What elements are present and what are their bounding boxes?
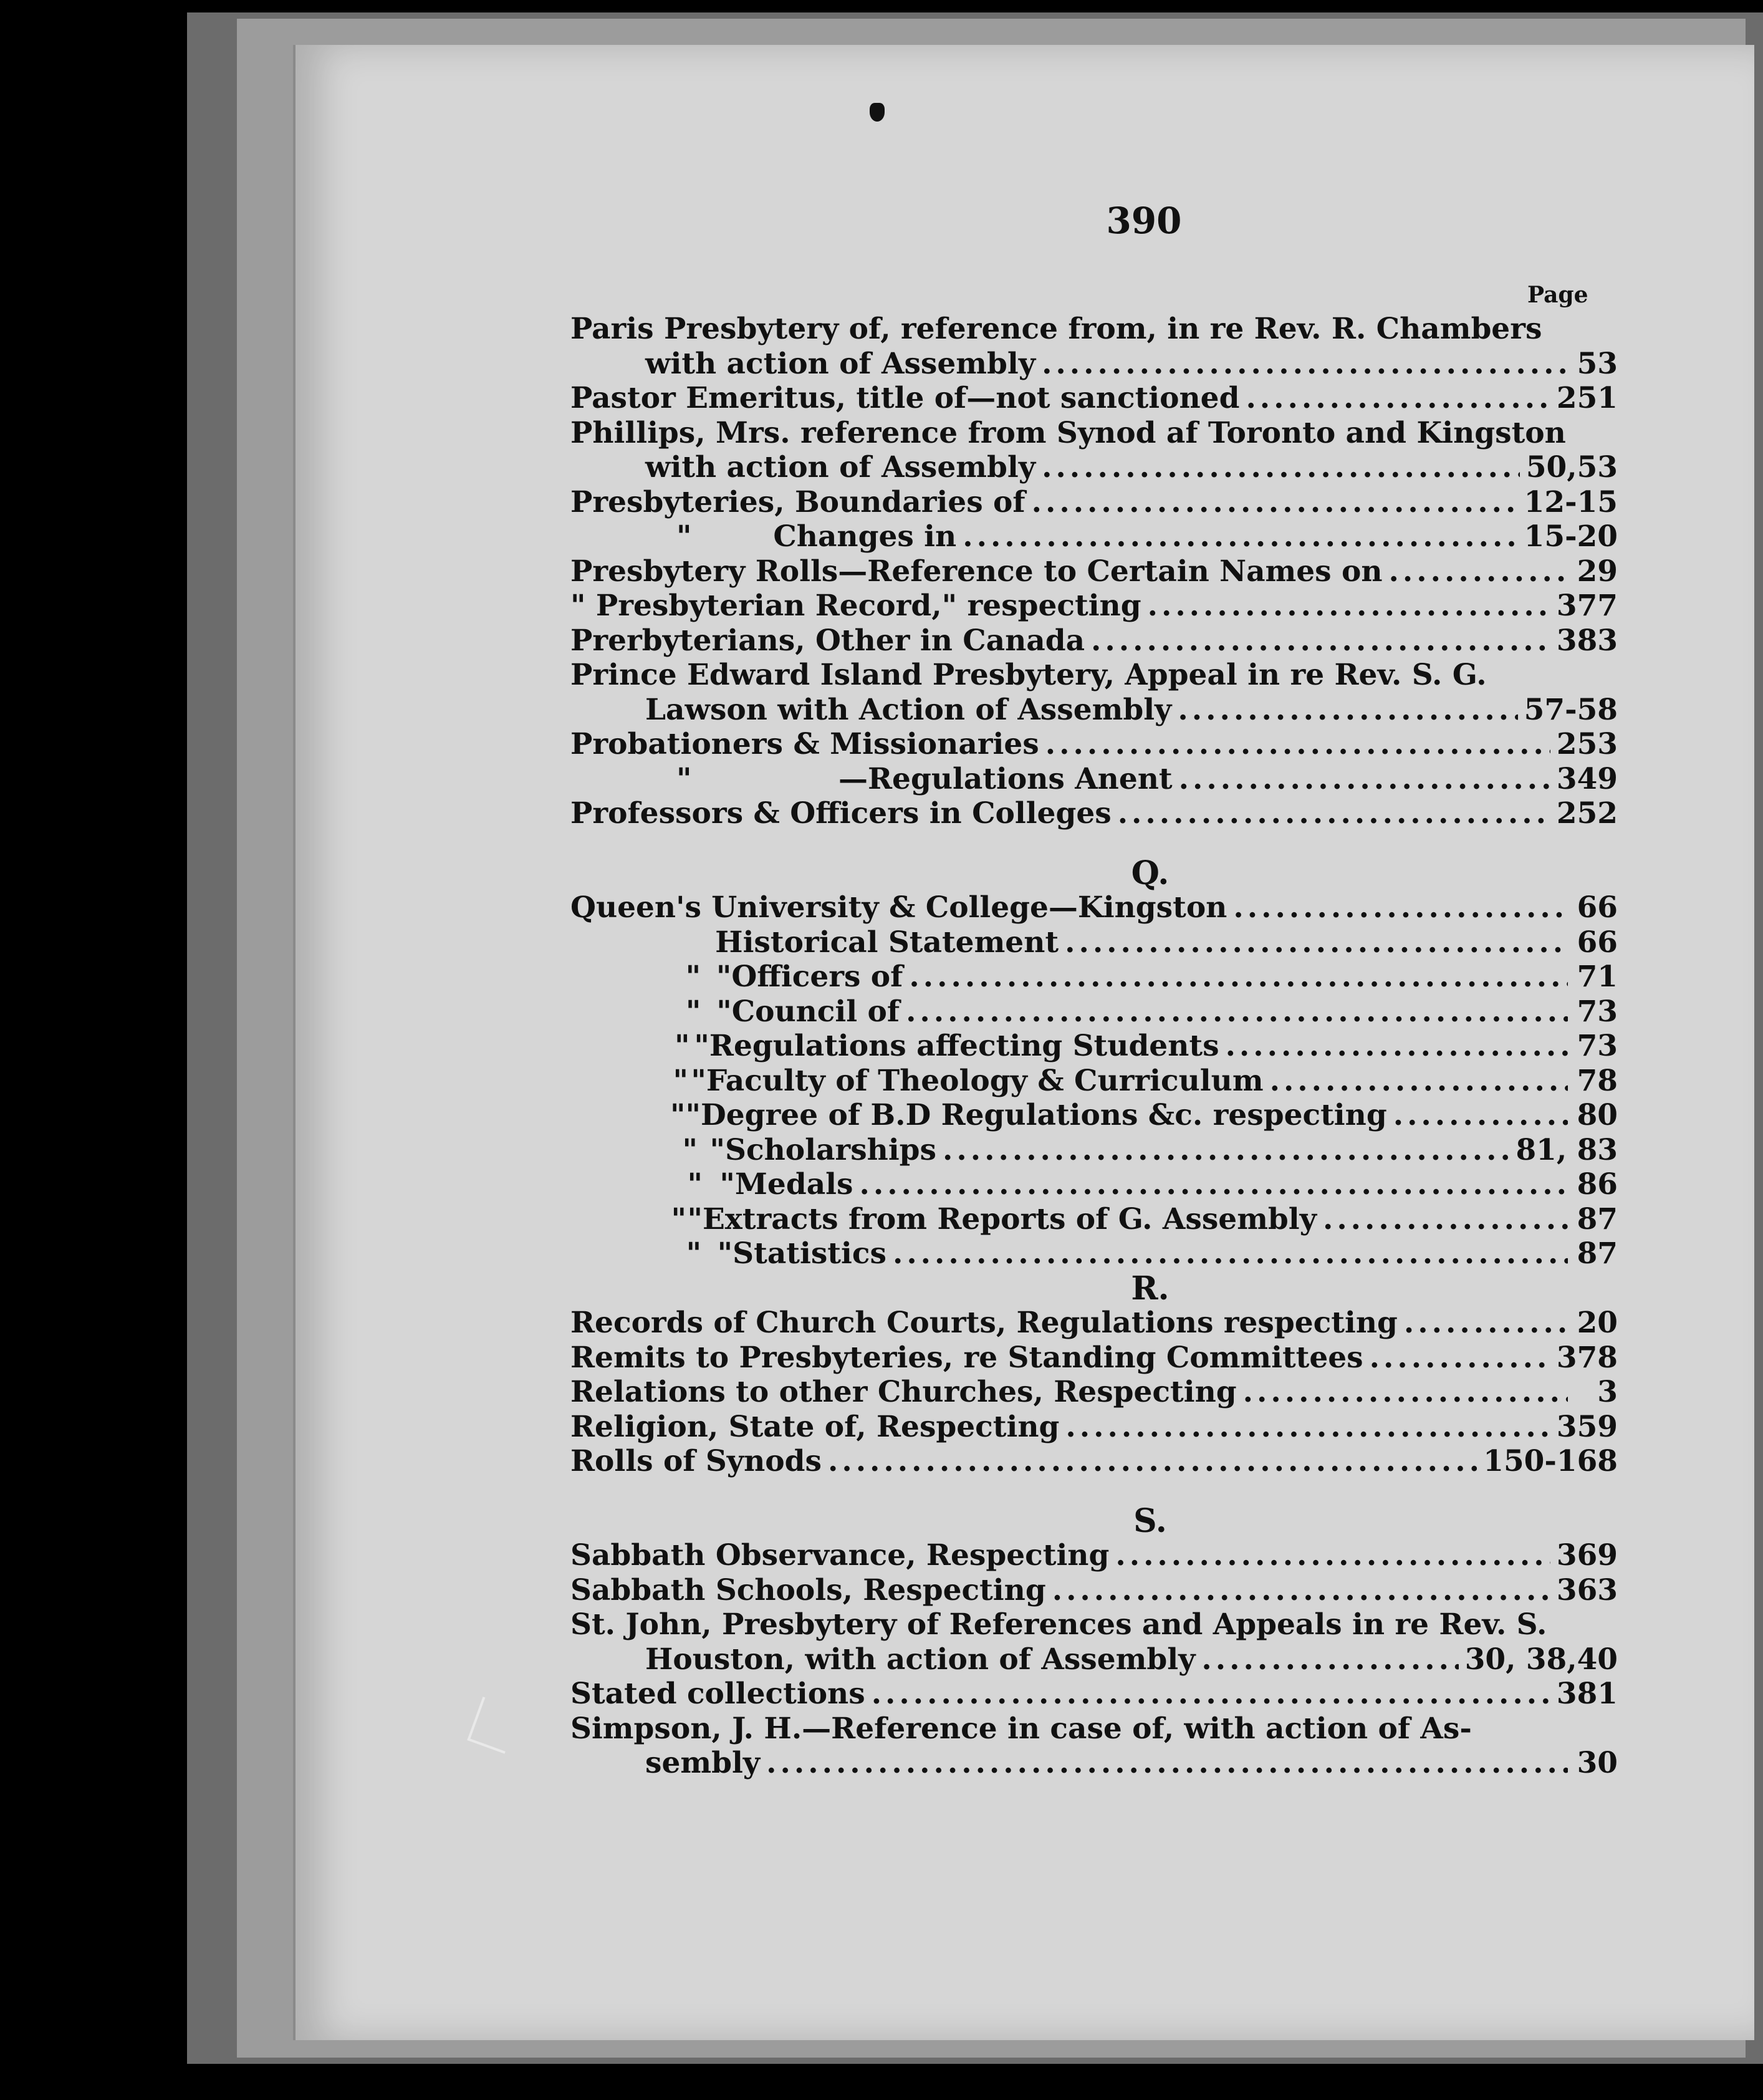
index-entry (570, 1573, 1618, 1608)
entry-text: Houston, with action of Assembly (645, 1642, 1196, 1677)
index-entry (570, 960, 1618, 995)
index-entry (570, 312, 1618, 347)
ditto-mark: " (717, 1236, 733, 1271)
leader-dots (1045, 727, 1550, 762)
entry-page: 15-20 (1524, 519, 1618, 554)
index-entry (570, 1029, 1618, 1064)
leader-dots (828, 1444, 1477, 1479)
entry-page: 30, 38,40 (1464, 1642, 1618, 1677)
entry-page: 20 (1577, 1306, 1618, 1340)
ornament-mark (870, 103, 885, 122)
entry-page: 87 (1577, 1236, 1618, 1271)
leader-dots (1201, 1642, 1458, 1677)
ditto-mark: " (691, 1063, 706, 1098)
entry-page: 66 (1577, 890, 1618, 925)
entry-text: Phillips, Mrs. reference from Synod af Toronto and Kingston (570, 415, 1566, 450)
index-entry (570, 1712, 1618, 1746)
ditto-mark: " (670, 1098, 686, 1132)
index-entry (570, 995, 1618, 1029)
ditto-mark: " (686, 1236, 702, 1271)
leader-dots (1226, 1029, 1568, 1064)
entry-page: 78 (1577, 1063, 1618, 1098)
entry-page: 12-15 (1524, 484, 1618, 519)
entry-text: Religion, State of, Respecting (570, 1409, 1060, 1444)
leader-dots (1065, 925, 1568, 960)
ditto-mark: " (676, 761, 692, 796)
leader-dots (1233, 890, 1568, 925)
entry-page: 383 (1556, 623, 1618, 658)
index-entry (570, 1098, 1618, 1133)
section-r (570, 1306, 1618, 1479)
index-entry (570, 554, 1618, 589)
index-entry (570, 1167, 1618, 1202)
leader-dots (1246, 381, 1550, 416)
entry-text: Pastor Emeritus, title of—not sanctioned (570, 381, 1240, 415)
leader-dots (1323, 1202, 1568, 1237)
entry-text: Faculty of Theology & Curriculum (706, 1063, 1264, 1098)
entry-page: 251 (1556, 381, 1618, 415)
entry-page: 252 (1556, 796, 1618, 831)
entry-page: 73 (1577, 1029, 1618, 1063)
ditto-mark: " (687, 1202, 703, 1236)
entry-text: " Presbyterian Record," respecting (570, 589, 1141, 623)
index-entry (570, 1538, 1618, 1573)
leader-dots (1032, 485, 1518, 520)
entry-text: Rolls of Synods (570, 1444, 822, 1478)
entry-page: 86 (1577, 1167, 1618, 1202)
ditto-mark: " (719, 1167, 735, 1202)
ditto-mark: " (685, 1098, 701, 1132)
entry-page: 71 (1577, 960, 1618, 994)
entry-text: Lawson with Action of Assembly (645, 692, 1172, 727)
leader-dots (1370, 1341, 1550, 1375)
index-entry (570, 450, 1618, 485)
ditto-mark: " (673, 1063, 688, 1098)
entry-page: 3 (1597, 1375, 1618, 1409)
entry-text: Regulations affecting Students (709, 1029, 1219, 1063)
entry-page: 377 (1556, 589, 1618, 623)
leader-dots (1404, 1306, 1568, 1341)
leader-dots (872, 1677, 1550, 1712)
entry-page: 253 (1556, 727, 1618, 761)
entry-text: Queen's University & College—Kingston (570, 890, 1227, 925)
entry-text: with action of Assembly (645, 346, 1036, 381)
entry-page: 381 (1556, 1677, 1618, 1711)
index-entry (570, 1236, 1618, 1271)
index-entry (570, 796, 1618, 831)
leader-dots (1393, 1098, 1568, 1133)
index-entry (570, 1746, 1618, 1781)
entry-text: —Regulations Anent (838, 761, 1173, 796)
section-heading-q: Q. (1131, 854, 1170, 892)
page-column-label: Page (1527, 282, 1588, 308)
entry-text: Officers of (731, 960, 903, 994)
entry-page: 363 (1556, 1573, 1618, 1607)
section-heading-r: R. (1131, 1269, 1170, 1308)
entry-page: 30 (1577, 1746, 1618, 1780)
entry-text: Council of (731, 994, 900, 1029)
leader-dots (1243, 1375, 1568, 1410)
entry-text: Sabbath Observance, Respecting (570, 1538, 1110, 1573)
ditto-mark: " (671, 1202, 686, 1236)
ditto-mark: " (709, 1132, 726, 1167)
entry-page: 57-58 (1524, 692, 1618, 727)
index-entry (570, 1202, 1618, 1237)
ditto-mark: " (716, 960, 732, 994)
leader-dots (1065, 1410, 1550, 1445)
ditto-mark: " (716, 994, 732, 1029)
index-entry (570, 1607, 1618, 1642)
index-entry (570, 1677, 1618, 1712)
leader-dots (1091, 624, 1550, 658)
entry-page: 150-168 (1483, 1444, 1618, 1478)
entry-text: Extracts from Reports of G. Assembly (702, 1202, 1317, 1236)
index-content (570, 312, 1618, 1781)
index-entry (570, 1444, 1618, 1479)
entry-text: Prerbyterians, Other in Canada (570, 623, 1085, 658)
index-entry (570, 925, 1618, 960)
ditto-mark: " (674, 1029, 690, 1063)
index-entry (570, 890, 1618, 925)
entry-text: St. John, Presbytery of References and Appeals in re Rev. S. (570, 1607, 1547, 1642)
entry-text: Sabbath Schools, Respecting (570, 1573, 1046, 1607)
leader-dots (1042, 347, 1568, 382)
leader-dots (943, 1133, 1509, 1168)
ditto-mark: " (687, 1167, 703, 1202)
entry-text: Historical Statement (715, 925, 1059, 960)
index-entry (570, 624, 1618, 658)
index-entry (570, 693, 1618, 728)
leader-dots (1118, 796, 1550, 831)
index-entry (570, 416, 1618, 451)
index-entry (570, 1133, 1618, 1168)
index-entry (570, 1064, 1618, 1099)
index-entry (570, 589, 1618, 624)
entry-text: Paris Presbytery of, reference from, in re Rev. R. Chambers (570, 312, 1542, 346)
entry-text: " Changes in (676, 519, 957, 554)
index-entry (570, 347, 1618, 382)
entry-text: Records of Church Courts, Regulations respecting (570, 1306, 1398, 1340)
entry-page: 359 (1556, 1409, 1618, 1444)
entry-page: 80 (1577, 1098, 1618, 1132)
index-entry (570, 1306, 1618, 1341)
entry-page: 29 (1577, 554, 1618, 589)
entry-page: 369 (1556, 1538, 1618, 1573)
entry-text: Remits to Presbyteries, re Standing Committees (570, 1340, 1363, 1375)
entry-page: 73 (1577, 994, 1618, 1029)
index-entry (570, 1642, 1618, 1677)
leader-dots (893, 1236, 1568, 1271)
entry-page: 66 (1577, 925, 1618, 960)
leader-dots (963, 519, 1517, 554)
entry-text: Medals (734, 1167, 853, 1202)
entry-text: Prince Edward Island Presbytery, Appeal in re Rev. S. G. (570, 658, 1487, 692)
entry-text: Stated collections (570, 1677, 865, 1711)
entry-text: Presbytery Rolls—Reference to Certain Names on (570, 554, 1383, 589)
leader-dots (1179, 762, 1550, 797)
entry-text: Probationers & Missionaries (570, 727, 1039, 761)
index-entry (570, 519, 1618, 554)
ditto-mark: " (685, 960, 701, 994)
entry-text: sembly (645, 1746, 761, 1780)
leader-dots (1148, 589, 1550, 624)
leader-dots (859, 1167, 1568, 1202)
index-entry (570, 658, 1618, 693)
index-entry (570, 1375, 1618, 1410)
section-heading-s: S. (1133, 1501, 1167, 1540)
ditto-mark: " (694, 1029, 709, 1063)
index-entry (570, 1341, 1618, 1375)
entry-text: Simpson, J. H.—Reference in case of, with action of As- (570, 1711, 1472, 1746)
entry-text: Presbyteries, Boundaries of (570, 484, 1026, 519)
page-number: 390 (1106, 200, 1182, 242)
entry-page: 349 (1556, 761, 1618, 796)
ditto-mark: " (685, 994, 701, 1029)
leader-dots (1178, 693, 1517, 728)
leader-dots (1115, 1538, 1550, 1573)
section-q (570, 890, 1618, 1271)
index-entry (570, 485, 1618, 520)
entry-text: Professors & Officers in Colleges (570, 796, 1112, 831)
index-entry (570, 762, 1618, 797)
ditto-mark: " (682, 1132, 698, 1167)
entry-text: Relations to other Churches, Respecting (570, 1375, 1237, 1409)
leader-dots (766, 1746, 1568, 1781)
entry-page: 50,53 (1525, 450, 1618, 484)
entry-page: 87 (1577, 1202, 1618, 1236)
entry-text: with action of Assembly (645, 450, 1036, 484)
leader-dots (1389, 554, 1568, 589)
section-p (570, 312, 1618, 831)
index-entry (570, 1410, 1618, 1445)
leader-dots (1042, 450, 1520, 485)
entry-page: 53 (1577, 346, 1618, 381)
leader-dots (1270, 1064, 1568, 1099)
entry-text: Degree of B.D Regulations &c. respecting (701, 1098, 1387, 1132)
index-entry (570, 381, 1618, 416)
entry-page: 378 (1556, 1340, 1618, 1375)
entry-text: Statistics (733, 1236, 886, 1271)
section-s (570, 1538, 1618, 1781)
leader-dots (906, 995, 1568, 1029)
entry-page: 81, 83 (1516, 1132, 1618, 1167)
leader-dots (909, 960, 1568, 995)
index-entry (570, 727, 1618, 762)
entry-text: Scholarships (725, 1132, 937, 1167)
leader-dots (1052, 1573, 1550, 1608)
